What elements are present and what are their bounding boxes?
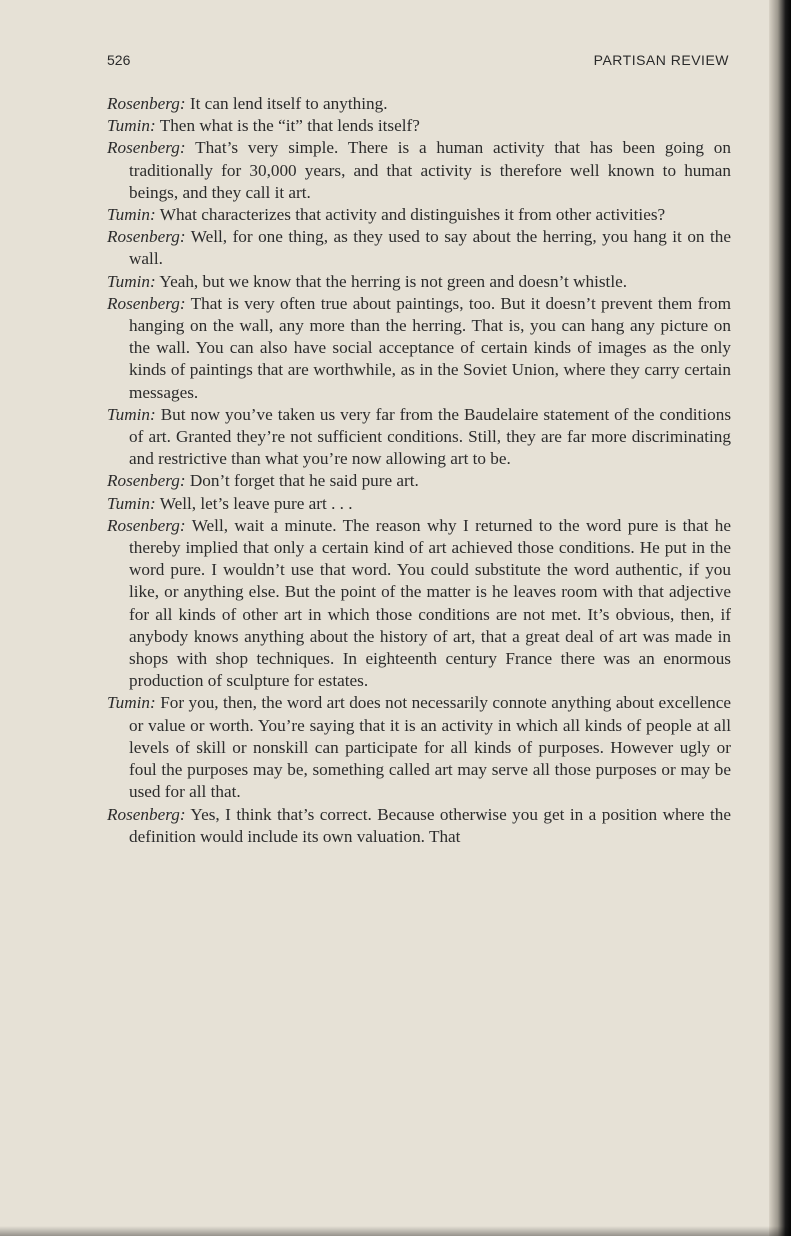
- speaker-name: Tumin:: [107, 205, 156, 225]
- page-number: 526: [107, 52, 131, 68]
- dialogue-paragraph: [107, 93, 731, 115]
- speaker-name: Rosenberg:: [107, 227, 186, 247]
- dialogue-paragraph: [107, 271, 731, 293]
- dialogue-paragraph: [107, 493, 731, 515]
- dialogue-text: That’s very simple. There is a human activity that has been going on traditionally for 30,000 years, and that activity is therefore well known to human beings, and they call it art.: [129, 138, 731, 202]
- speaker-name: Rosenberg:: [107, 94, 186, 113]
- dialogue-text: But now you’ve taken us very far from the Baudelaire statement of the conditions of art. Granted they’re not sufficient conditions. Still, they are far more discriminating and restrictive than what you’re now allowing art to be.: [129, 404, 732, 469]
- speaker-name: Rosenberg:: [107, 138, 186, 158]
- speaker-name: Rosenberg:: [107, 804, 186, 824]
- dialogue-text: Yes, I think that’s correct. Because otherwise you get in a position where the definition would include its own valuation. That: [129, 804, 731, 846]
- dialogue-paragraph: [107, 115, 731, 137]
- dialogue-text: What characterizes that activity and distinguishes it from other activities?: [159, 205, 666, 225]
- dialogue-paragraph: [107, 470, 731, 492]
- speaker-name: Tumin:: [107, 693, 156, 713]
- dialogue-text: Well, for one thing, as they used to say about the herring, you hang it on the wall.: [129, 227, 731, 269]
- dialogue-paragraph: [107, 293, 731, 404]
- dialogue-text: Yeah, but we know that the herring is not green and doesn’t whistle.: [159, 271, 628, 291]
- dialogue-paragraph: [107, 226, 731, 270]
- dialogue-paragraph: [107, 515, 731, 693]
- speaker-name: Rosenberg:: [107, 515, 186, 535]
- dialogue-paragraph: [107, 137, 731, 204]
- dialogue-text: Well, let’s leave pure art . . .: [159, 493, 353, 513]
- dialogue-paragraph: [107, 404, 731, 471]
- dialogue-text: Don’t forget that he said pure art.: [189, 471, 419, 491]
- interview-text: [107, 93, 731, 848]
- page-edge-shadow: [769, 0, 791, 1236]
- speaker-name: Tumin:: [107, 271, 156, 291]
- speaker-name: Tumin:: [107, 404, 156, 424]
- dialogue-text: It can lend itself to anything.: [189, 94, 388, 113]
- speaker-name: Rosenberg:: [107, 293, 186, 313]
- journal-title: PARTISAN REVIEW: [593, 52, 729, 68]
- speaker-name: Tumin:: [107, 116, 156, 136]
- dialogue-paragraph: [107, 692, 731, 803]
- dialogue-paragraph: [107, 804, 731, 848]
- dialogue-text: Then what is the “it” that lends itself?: [159, 116, 420, 136]
- speaker-name: Rosenberg:: [107, 471, 186, 491]
- speaker-name: Tumin:: [107, 493, 156, 513]
- dialogue-paragraph: [107, 204, 731, 226]
- bottom-edge-shadow: [0, 1226, 791, 1236]
- dialogue-text: For you, then, the word art does not necessarily connote anything about excellence or value or worth. You’re saying that it is an activity in which all kinds of people at all levels of skill or nonskill can participate for all kinds of purposes. However ugly or foul the purposes may be, something called art may serve all those purposes or may be used for all that.: [129, 693, 732, 802]
- dialogue-text: Well, wait a minute. The reason why I returned to the word pure is that he thereby implied that only a certain kind of art achieved those conditions. He put in the word pure. I wouldn’t use that word. You could substitute the word authentic, if you like, or anything else. But the point of the matter is he leaves room with that adjective for all kinds of other art in which those conditions are not met. It’s obvious, then, if anybody knows anything about the history of art, that a great deal of art was made in shops with shop techniques. In eighteenth century France there was an enormous production of sculpture for estates.: [129, 515, 731, 691]
- dialogue-text: That is very often true about paintings, too. But it doesn’t prevent them from hanging on the wall, any more than the herring. That is, you can hang any picture on the wall. You can also have social acceptance of certain kinds of images as the only kinds of paintings that are worthwhile, as in the Soviet Union, where they carry certain messages.: [129, 293, 731, 402]
